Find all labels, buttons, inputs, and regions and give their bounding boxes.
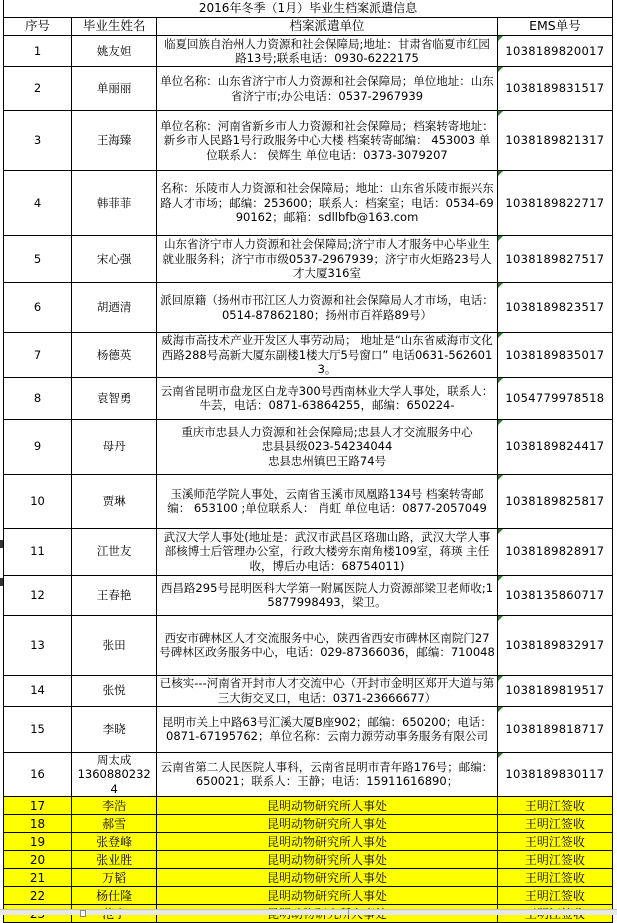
- table-row: [4, 171, 613, 236]
- cell-seq[interactable]: 14: [4, 675, 72, 706]
- cell-seq[interactable]: 15: [4, 706, 72, 752]
- cell-name[interactable]: 张田: [72, 615, 157, 675]
- cell-seq[interactable]: 13: [4, 615, 72, 675]
- cell-seq[interactable]: 11: [4, 528, 72, 575]
- comment-indicator-icon: [498, 676, 503, 681]
- cell-unit[interactable]: 已核实---河南省开封市人才交流中心（开封市金明区郑开大道与第三大街交叉口，电话：0371-23666677）: [157, 675, 498, 706]
- cell-seq[interactable]: 8: [4, 377, 72, 419]
- cell-name[interactable]: 姚友妲: [72, 36, 157, 67]
- cell-seq[interactable]: 5: [4, 236, 72, 283]
- cell-seq[interactable]: 19: [4, 833, 72, 851]
- cell-ems[interactable]: 1038189835017: [497, 333, 612, 378]
- cell-name[interactable]: 杨德英: [72, 333, 157, 378]
- table-row-highlighted: [4, 887, 613, 905]
- cell-seq[interactable]: 4: [4, 171, 72, 236]
- table-row: [4, 236, 613, 283]
- cell-unit[interactable]: 重庆市忠县人力资源和社会保障局;忠县人才交流服务中心 忠县县级023-54234044 忠县忠州镇巴王路74号: [157, 419, 498, 474]
- table-row: [4, 706, 613, 752]
- cell-ems[interactable]: 1038189820017: [497, 36, 612, 67]
- table-row: [4, 67, 613, 111]
- comment-indicator-icon: [498, 529, 503, 534]
- header-ems[interactable]: EMS单号: [497, 18, 612, 36]
- table-row-highlighted: [4, 869, 613, 887]
- cell-unit[interactable]: 威海市高技术产业开发区人事劳动局； 地址是“山东省威海市文化西路288号高新大厦东副楼1楼大厅5号窗口” 电话0631-5626013。: [157, 333, 498, 378]
- cell-seq[interactable]: 22: [4, 887, 72, 905]
- dispatch-table: [3, 0, 613, 923]
- cell-name[interactable]: 张悦: [72, 675, 157, 706]
- table-row: [4, 377, 613, 419]
- tab-split-handle[interactable]: [348, 910, 349, 915]
- cell-seq[interactable]: 18: [4, 815, 72, 833]
- horizontal-scrollbar[interactable]: [0, 909, 617, 915]
- cell-unit[interactable]: 单位名称：河南省新乡市人力资源和社会保障局；档案转寄地址： 新乡市人民路1号行政服务中心大楼 档案转寄邮编： 453003 单位联系人： 侯辉生 单位电话：0373-3079207: [157, 111, 498, 171]
- table-row: [4, 36, 613, 67]
- comment-indicator-icon: [498, 475, 503, 480]
- cell-seq[interactable]: 3: [4, 111, 72, 171]
- cell-name[interactable]: 江世友: [72, 528, 157, 575]
- cell-seq[interactable]: 10: [4, 474, 72, 528]
- comment-indicator-icon: [498, 236, 503, 241]
- cell-seq[interactable]: 6: [4, 283, 72, 333]
- table-row: [4, 474, 613, 528]
- cell-unit[interactable]: 名称：乐陵市人力资源和社会保障局；地址：山东省乐陵市振兴东路人才市场；邮编：253600；联系人：档案室；电话：0534-6990162；邮箱：sdllbfb@163.com: [157, 171, 498, 236]
- table-row: [4, 615, 613, 675]
- cell-unit[interactable]: 昆明动物研究所人事处: [157, 869, 498, 887]
- cell-seq[interactable]: 9: [4, 419, 72, 474]
- cell-name[interactable]: 郝雪: [72, 815, 157, 833]
- table-row: [4, 283, 613, 333]
- cell-seq[interactable]: 20: [4, 851, 72, 869]
- cell-unit[interactable]: 山东省济宁市人力资源和社会保障局;济宁市人才服务中心毕业生就业服务科；济宁市市级0537-2967939；济宁市火炬路23号人才大厦316室: [157, 236, 498, 283]
- cell-name[interactable]: 母丹: [72, 419, 157, 474]
- comment-indicator-icon: [498, 753, 503, 758]
- cell-ems[interactable]: 1038189831517: [497, 67, 612, 111]
- header-name[interactable]: 毕业生姓名: [72, 18, 157, 36]
- cell-ems[interactable]: 1038189832917: [497, 615, 612, 675]
- cell-ems[interactable]: 王明江签收: [497, 869, 612, 887]
- cell-unit[interactable]: 西安市碑林区人才交流服务中心，陕西省西安市碑林区南院门27号碑林区政务服务中心，电话：029-87366036，邮编：710048: [157, 615, 498, 675]
- cell-ems[interactable]: 1038189828917: [497, 528, 612, 575]
- cell-seq[interactable]: 17: [4, 797, 72, 815]
- cell-seq[interactable]: 2: [4, 67, 72, 111]
- cell-seq[interactable]: 21: [4, 869, 72, 887]
- table-row: [4, 333, 613, 378]
- header-unit[interactable]: 档案派遣单位: [157, 18, 498, 36]
- cell-ems[interactable]: 1038189822717: [497, 171, 612, 236]
- cell-unit[interactable]: 昆明动物研究所人事处: [157, 815, 498, 833]
- cell-name[interactable]: 王海臻: [72, 111, 157, 171]
- cell-ems[interactable]: 王明江签收: [497, 887, 612, 905]
- table-row: [4, 111, 613, 171]
- comment-indicator-icon: [498, 707, 503, 712]
- cell-ems[interactable]: 王明江签收: [497, 833, 612, 851]
- cell-name[interactable]: 单丽丽: [72, 67, 157, 111]
- comment-indicator-icon: [498, 333, 503, 338]
- cell-ems[interactable]: 1054779978518: [497, 377, 612, 419]
- cell-unit[interactable]: 派回原籍（扬州市邗江区人力资源和社会保障局人才市场，电话：0514-87862180；扬州市百祥路89号）: [157, 283, 498, 333]
- comment-indicator-icon: [498, 283, 503, 288]
- cell-unit[interactable]: 昆明动物研究所人事处: [157, 887, 498, 905]
- cell-unit[interactable]: 昆明动物研究所人事处: [157, 851, 498, 869]
- cell-unit[interactable]: 昆明市关上中路63号汇溪大厦B座902；邮编：650200；电话：0871-67195762；单位名称：云南力源劳动事务服务有限公司: [157, 706, 498, 752]
- cell-ems[interactable]: 1038189821317: [497, 111, 612, 171]
- cell-name[interactable]: 万韬: [72, 869, 157, 887]
- spreadsheet: [3, 0, 613, 923]
- cell-seq[interactable]: 16: [4, 752, 72, 797]
- cell-name[interactable]: 胡迺清: [72, 283, 157, 333]
- cell-ems[interactable]: 1038189827517: [497, 236, 612, 283]
- table-row: [4, 675, 613, 706]
- cell-seq[interactable]: 12: [4, 575, 72, 615]
- table-row: [4, 752, 613, 797]
- cell-ems[interactable]: 王明江签收: [497, 815, 612, 833]
- comment-indicator-icon: [498, 616, 503, 621]
- cell-name[interactable]: 李晓: [72, 706, 157, 752]
- cell-ems[interactable]: 1038189823517: [497, 283, 612, 333]
- cell-name[interactable]: 张业胜: [72, 851, 157, 869]
- table-row-highlighted: [4, 797, 613, 815]
- table-row: [4, 419, 613, 474]
- cell-name[interactable]: 王春艳: [72, 575, 157, 615]
- comment-indicator-icon: [498, 111, 503, 116]
- cell-ems[interactable]: 1038135860717: [497, 575, 612, 615]
- table-row-highlighted: [4, 833, 613, 851]
- cell-unit[interactable]: 云南省昆明市盘龙区白龙寺300号西南林业大学人事处，联系人：牛芸，电话：0871-63864255，邮编：650224-: [157, 377, 498, 419]
- cell-name[interactable]: 张登峰: [72, 833, 157, 851]
- cell-name[interactable]: 周太成 13608802324: [72, 752, 157, 797]
- header-seq[interactable]: 序号: [4, 18, 72, 36]
- cell-name[interactable]: 李浩: [72, 797, 157, 815]
- cell-ems[interactable]: 1038189825817: [497, 474, 612, 528]
- comment-indicator-icon: [498, 171, 503, 176]
- comment-indicator-icon: [498, 420, 503, 425]
- table-row: [4, 575, 613, 615]
- table-row: [4, 528, 613, 575]
- cell-ems[interactable]: 1038189818717: [497, 706, 612, 752]
- cell-seq[interactable]: 1: [4, 36, 72, 67]
- cell-unit[interactable]: 单位名称：山东省济宁市人力资源和社会保障局；单位地址：山东省济宁市;办公电话：0537-2967939: [157, 67, 498, 111]
- cell-ems[interactable]: 王明江签收: [497, 851, 612, 869]
- cell-unit[interactable]: 西昌路295号昆明医科大学第一附属医院人力资源部梁卫老师收;15877998493，梁卫。: [157, 575, 498, 615]
- sheet-title[interactable]: 2016年冬季（1月）毕业生档案派遣信息: [4, 0, 613, 18]
- cell-name[interactable]: 贾琳: [72, 474, 157, 528]
- cell-unit[interactable]: 玉溪师范学院人事处，云南省玉溪市凤凰路134号 档案转寄邮编： 653100 ;单位联系人： 肖虹 单位电话：0877-2057049: [157, 474, 498, 528]
- cell-ems[interactable]: 1038189819517: [497, 675, 612, 706]
- cell-unit[interactable]: 临夏回族自治州人力资源和社会保障局;地址：甘肃省临夏市红园路13号;联系电话：0930-6222175: [157, 36, 498, 67]
- cell-name[interactable]: 宋心强: [72, 236, 157, 283]
- cell-ems[interactable]: 王明江签收: [497, 797, 612, 815]
- cell-unit[interactable]: 武汉大学人事处(地址是：武汉市武昌区珞珈山路，武汉大学人事部核博士后管理办公室，行政大楼旁东南角楼109室，蒋瑛 主任收，博后办电话：68754011): [157, 528, 498, 575]
- header-row: [4, 18, 613, 36]
- cell-name[interactable]: 韩菲菲: [72, 171, 157, 236]
- title-row: [4, 0, 613, 18]
- left-edge-marks: [0, 540, 3, 600]
- comment-indicator-icon: [498, 36, 503, 41]
- cell-seq[interactable]: 7: [4, 333, 72, 378]
- table-row-highlighted: [4, 815, 613, 833]
- comment-indicator-icon: [498, 378, 503, 383]
- cell-ems[interactable]: 1038189824417: [497, 419, 612, 474]
- cell-name[interactable]: 袁智勇: [72, 377, 157, 419]
- cell-name[interactable]: 杨仕隆: [72, 887, 157, 905]
- comment-indicator-icon: [498, 576, 503, 581]
- table-row-highlighted: [4, 851, 613, 869]
- cell-unit[interactable]: 昆明动物研究所人事处: [157, 833, 498, 851]
- comment-indicator-icon: [498, 67, 503, 72]
- cell-unit[interactable]: 云南省第二人民医院人事科，云南省昆明市青年路176号；邮编：650021；联系人：王静；电话：15911616890；: [157, 752, 498, 797]
- cell-ems[interactable]: 1038189830117: [497, 752, 612, 797]
- cell-unit[interactable]: 昆明动物研究所人事处: [157, 797, 498, 815]
